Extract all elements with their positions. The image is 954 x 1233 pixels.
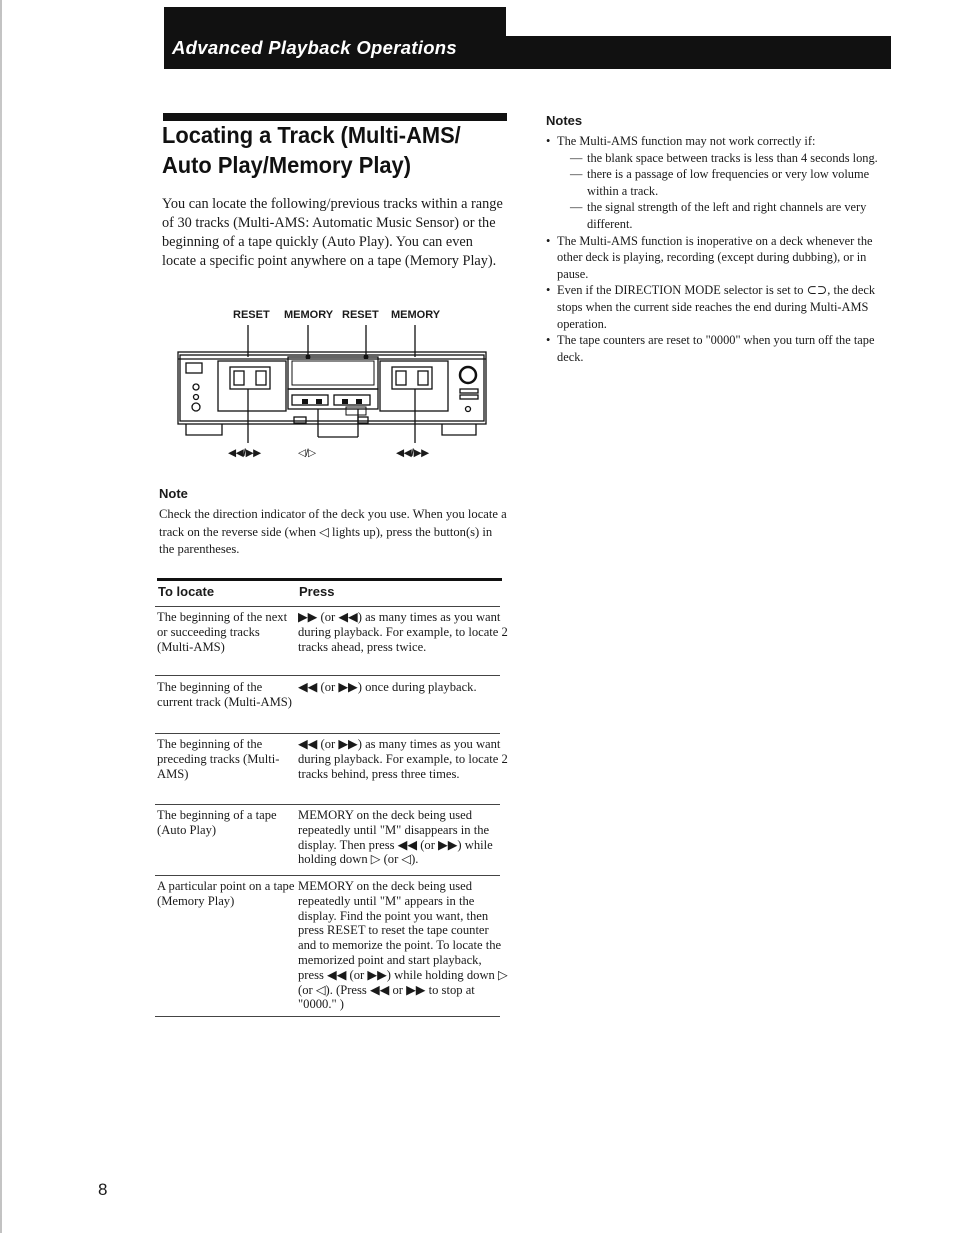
notes-item-text: The Multi-AMS function may not work correctly if: — [557, 134, 816, 148]
table-header-press: Press — [299, 584, 335, 599]
row-divider — [155, 675, 500, 676]
note-heading: Note — [159, 486, 188, 501]
intro-paragraph: You can locate the following/previous tracks within a range of 30 tracks (Multi-AMS: Automatic Music Sensor) or the beginning of a tape quickly (Auto Play). You can even locate a specific point anywhere on a tape (Memory Play). — [162, 196, 503, 269]
notes-list — [546, 133, 884, 365]
table-cell-locate: A particular point on a tape (Memory Play) — [157, 879, 295, 908]
note-text: Check the direction indicator of the deck you use. When you locate a track on the reverse side (when ◁ lights up), press the button(s) in the parentheses. — [159, 507, 507, 556]
figure-label-memory-a: MEMORY — [284, 309, 334, 321]
row-divider — [155, 733, 500, 734]
row-divider — [155, 606, 500, 607]
table-row — [155, 604, 508, 674]
table-cell-locate: The beginning of the current track (Multi-AMS) — [157, 680, 292, 709]
table-cell-press: ▶▶ (or ◀◀) as many times as you want during playback. For example, to locate 2 tracks ahead, press twice. — [298, 610, 508, 654]
header-tab — [164, 7, 506, 37]
row-divider — [155, 804, 500, 805]
notes-subitem: — there is a passage of low frequencies or very low volume within a track. — [557, 166, 884, 199]
section-title: Advanced Playback Operations — [172, 37, 457, 58]
table-row — [155, 802, 501, 874]
figure-label-reset-a: RESET — [233, 309, 270, 321]
table-cell-press: MEMORY on the deck being used repeatedly until "M" disappears in the display. Then press ◀◀ (or ▶▶) while holding down ▷ (or ◁). — [298, 808, 493, 867]
table-top-rule — [157, 578, 502, 581]
page-title: Locating a Track (Multi-AMS/ Auto Play/Memory Play) — [162, 122, 461, 178]
table-row — [155, 731, 508, 803]
table-header-locate: To locate — [158, 584, 215, 599]
table-cell-locate: The beginning of a tape (Auto Play) — [157, 808, 277, 837]
notes-item: • Even if the DIRECTION MODE selector is set to ⊂⊃, the deck stops when the current side reaches the end during Multi-AMS operation. — [546, 282, 884, 332]
figure-label-skip-b: ◀◀/▶▶ — [396, 447, 429, 459]
figure-label-memory-b: MEMORY — [391, 309, 441, 321]
notes-item: • The tape counters are reset to "0000" when you turn off the tape deck. — [546, 332, 884, 365]
table-cell-locate: The beginning of the next or succeeding tracks (Multi-AMS) — [157, 610, 288, 654]
row-divider — [155, 875, 500, 876]
notes-heading: Notes — [546, 113, 583, 128]
table-cell-locate: The beginning of the preceding tracks (Multi-AMS) — [157, 737, 280, 781]
notes-item: • The Multi-AMS function is inoperative on a deck whenever the other deck is playing, recording (except during dubbing), or in pause. — [546, 233, 884, 283]
table-cell-press: ◀◀ (or ▶▶) once during playback. — [298, 680, 477, 694]
notes-item — [546, 133, 884, 233]
notes-subitem: — the blank space between tracks is less than 4 seconds long. — [557, 150, 884, 167]
table-cell-press: MEMORY on the deck being used repeatedly until "M" appears in the display. Find the point you want, then press RESET to reset the tape counter and to memorize the point. To locate the memorized point and start playback, press ◀◀ (or ▶▶) while holding down ▷ (or ◁). (Press ◀◀ or ▶▶ to stop at "0000." ) — [298, 879, 508, 1012]
figure-label-reset-b: RESET — [342, 309, 379, 321]
table-row — [155, 873, 508, 1021]
page-number: 8 — [98, 1180, 108, 1199]
tape-deck-illustration — [170, 325, 490, 445]
table-bottom-rule — [155, 1016, 500, 1017]
figure-label-skip-a: ◀◀/▶▶ — [228, 447, 261, 459]
notes-sublist — [557, 150, 884, 233]
figure-label-direction: ◁/▷ — [298, 447, 316, 459]
page-edge — [0, 0, 2, 1233]
notes-subitem: — the signal strength of the left and right channels are very different. — [557, 199, 884, 232]
table-cell-press: ◀◀ (or ▶▶) as many times as you want during playback. For example, to locate 2 tracks behind, press three times. — [298, 737, 508, 781]
table-row — [155, 674, 501, 731]
